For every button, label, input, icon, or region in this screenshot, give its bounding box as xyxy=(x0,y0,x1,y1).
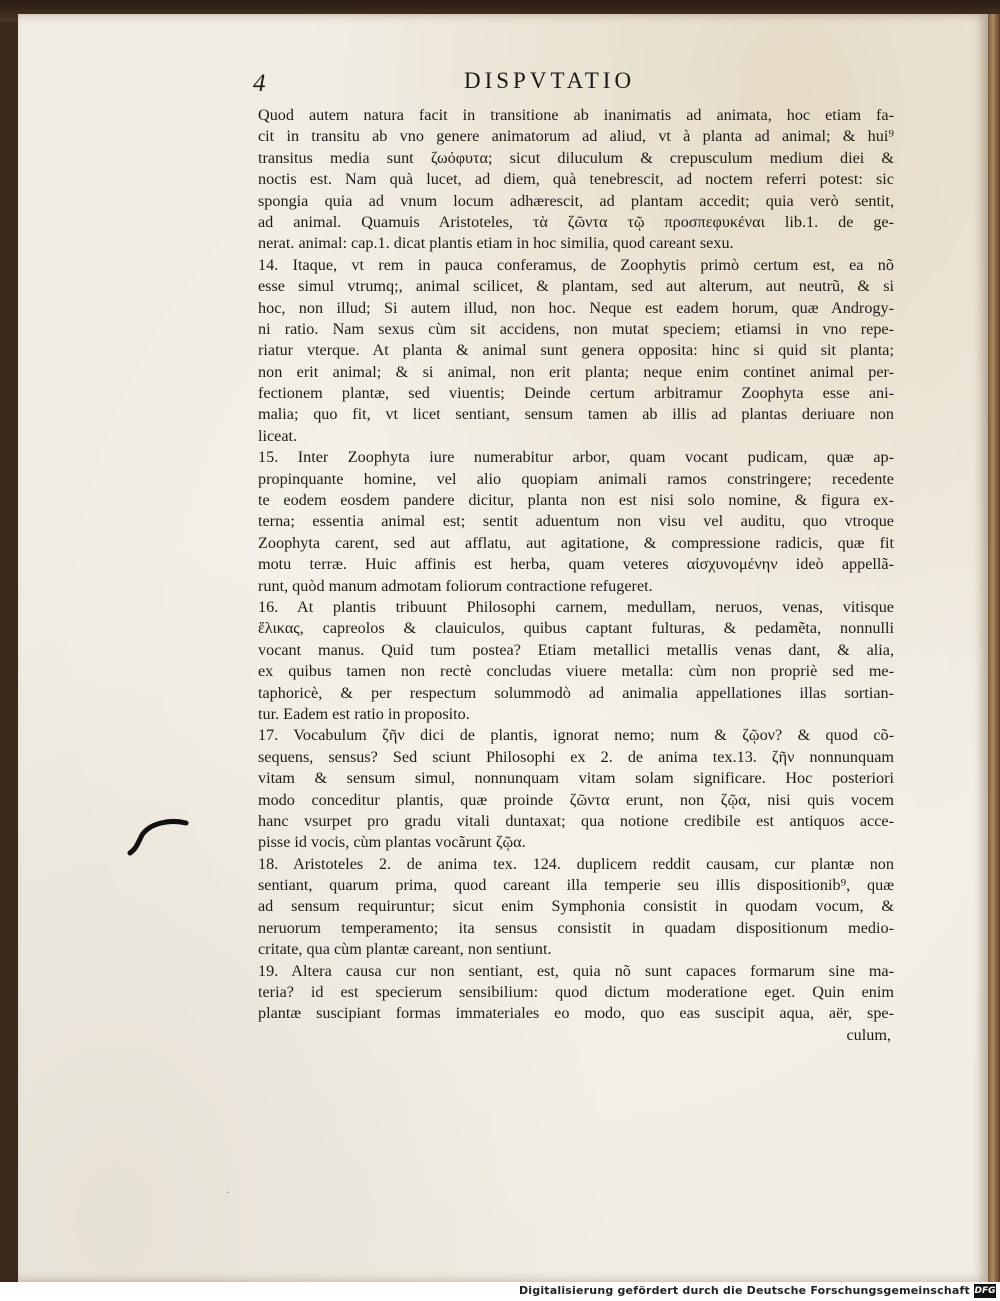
text-line: esse simul vtrumq;, animal scilicet, & plantam, sed aut alterum, aut neutrũ, & si xyxy=(258,277,894,296)
body-text xyxy=(258,105,894,1046)
text-line: plantæ suscipiant formas immateriales eo modo, quo eas suscipit aqua, aër, spe- xyxy=(258,1004,894,1023)
text-line: 19. Altera causa cur non sentiant, est, quia nõ sunt capaces formarum sine ma- xyxy=(258,961,894,980)
text-line: critate, qua cùm plantæ careant, non sentiunt. xyxy=(258,940,552,959)
digitization-credit: Digitalisierung gefördert durch die Deutsche Forschungsgemeinschaft xyxy=(518,1284,970,1297)
text-line: hanc vsurpet pro gradu vitali duntaxat; qua notione credibile est antiquos acce- xyxy=(258,811,894,830)
text-line: ad sensum requiruntur; sicut enim Symphonia consistit in quodam vocum, & xyxy=(258,897,894,916)
text-line: nerat. animal: cap.1. dicat plantis etiam in hoc similia, quod careant sexu. xyxy=(258,234,734,253)
text-line: 16. At plantis tribuunt Philosophi carnem, medullam, neruos, venas, vitisque xyxy=(258,597,894,616)
text-line: teria? id est specierum sensibilium: quod dictum moderatione eget. Quin enim xyxy=(258,983,894,1002)
text-line: hoc, non illud; Si autem illud, non hoc. Neque est eadem horum, quæ Androgy- xyxy=(258,298,894,317)
dfg-logo: DFG xyxy=(974,1286,996,1296)
text-line: fectionem plantæ, sed viuentis; Deinde certum arbitramur Zoophyta esse ani- xyxy=(258,384,894,403)
text-line: propinquante homine, vel alio quopiam animali ramos constringere; recedente xyxy=(258,469,894,488)
text-line: runt, quòd manum admotam foliorum contractione refugeret. xyxy=(258,576,653,595)
text-line: 15. Inter Zoophyta iure numerabitur arbor, quam vocant pudicam, quæ ap- xyxy=(258,448,894,467)
text-line: noctis est. Nam quà lucet, ad diem, quà tenebrescit, ad noctem referri potest: sic xyxy=(258,170,894,189)
margin-pen-mark xyxy=(120,815,195,865)
text-line: ad animal. Quamuis Aristoteles, τὰ ζῶντα τῷ προσπεφυκέναι lib.1. de ge- xyxy=(258,212,894,231)
text-line: sequens, sensus? Sed sciunt Philosophi ex 2. de anima tex.13. ζῆν nonnunquam xyxy=(258,747,894,766)
page-number: 4 xyxy=(253,70,266,97)
text-line: neruorum temperamento; ita sensus consistit in quadam dispositionum medio- xyxy=(258,918,894,937)
text-line: ἕλικας, capreolos & clauiculos, quibus captant fulturas, & pedamẽta, nonnulli xyxy=(258,619,894,638)
text-line: 17. Vocabulum ζῆν dici de plantis, ignorat nemo; num & ζῷον? & quod cõ- xyxy=(258,726,894,745)
text-line: riatur vterque. At planta & animal sunt genera opposita: hinc si quid sit planta; xyxy=(258,341,894,360)
text-line: tur. Eadem est ratio in proposito. xyxy=(258,704,470,723)
text-line: transitus media sunt ζωόφυτα; sicut diluculum & crepusculum medium diei & xyxy=(258,148,894,167)
text-line: ex quibus tamen non rectè concludas viuere metalla: cùm non propriè sed me- xyxy=(258,662,894,681)
text-line: sentiant, quarum prima, quod careant illa temperie seu illis dispositionib⁹, quæ xyxy=(258,876,894,895)
text-line: cit in transitu ab vno genere animatorum ad aliud, vt à planta ad animal; & hui⁹ xyxy=(258,127,894,146)
paper-speck: ˑ xyxy=(226,1186,230,1200)
text-line: Quod autem natura facit in transitione ab inanimatis ad animata, hoc etiam fa- xyxy=(258,106,894,124)
text-line: spongia quia ad vnum locum adhærescit, ad plantam accedit; quia verò sentit, xyxy=(258,191,894,210)
text-line: vocant manus. Quid tum postea? Etiam metallici metallis venas dant, & alia, xyxy=(258,640,894,659)
text-line: non erit animal; & si animal, non erit planta; neque enim continet animal per- xyxy=(258,362,894,381)
text-line: culum, xyxy=(846,1025,891,1044)
text-line: liceat. xyxy=(258,426,298,445)
text-line: te eodem eosdem pandere dicitur, planta non est nisi solo nomine, & figura ex- xyxy=(258,491,894,510)
text-line: Zoophyta carent, sed aut afflatu, aut agitatione, & compressione radicis, quæ fit xyxy=(258,533,894,552)
text-line: 18. Aristoteles 2. de anima tex. 124. duplicem reddit causam, cur plantæ non xyxy=(258,854,894,873)
text-line: terna; essentia animal est; sentit aduentum non visu vel auditu, quo vtroque xyxy=(258,512,894,531)
book-edge xyxy=(988,14,1000,1282)
text-line: ni ratio. Nam sexus cùm sit accidens, non mutat speciem; etiamsi in vno repe- xyxy=(258,319,894,338)
running-head: DISPVTATIO xyxy=(464,68,636,93)
text-line: pisse id vocis, cùm plantas vocãrunt ζῷα. xyxy=(258,833,526,852)
text-line: vitam & sensum simul, nonnunquam vitam solam significare. Hoc posteriori xyxy=(258,769,894,788)
text-line: 14. Itaque, vt rem in pauca conferamus, de Zoophytis primò certum est, ea nõ xyxy=(258,255,894,274)
text-line: modo conceditur plantis, quæ proinde ζῶντα erunt, non ζῷα, nisi quis vocem xyxy=(258,790,894,809)
text-line: malia; quo fit, vt licet sentiant, sensum tamen ab illis ad plantas deriuare non xyxy=(258,405,894,424)
text-line: taphoricè, & per respectum solummodò ad animalia appellationes illas sortian- xyxy=(258,683,894,702)
text-line: motu terræ. Huic affinis est herba, quam veteres αἰσχυνομένην ideò appellã- xyxy=(258,555,894,574)
